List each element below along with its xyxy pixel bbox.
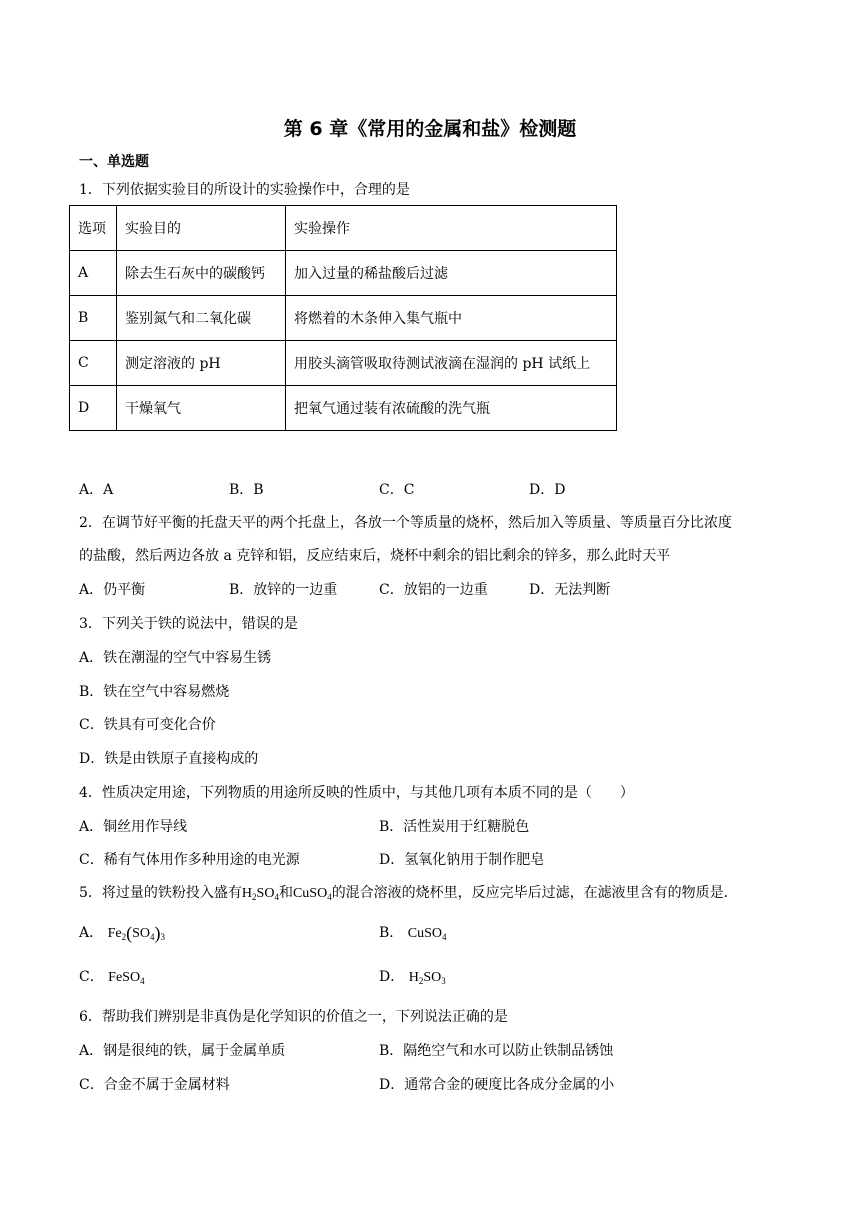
table-cell: A [70, 251, 117, 296]
q5-option-a[interactable]: A． $Fe_2(SO_4)_3$ [79, 923, 165, 943]
q3-stem: 3．下列关于铁的说法中，错误的是 [79, 616, 298, 632]
q6-option-c[interactable]: C．合金不属于金属材料 [79, 1077, 230, 1093]
q2-stem-line1: 2．在调节好平衡的托盘天平的两个托盘上，各放一个等质量的烧杯，然后加入等质量、等质量百分比浓度 [79, 515, 732, 531]
q2-option-a[interactable]: A．仍平衡 [79, 582, 146, 598]
q6-stem: 6．帮助我们辨别是非真伪是化学知识的价值之一，下列说法正确的是 [79, 1009, 508, 1025]
table-row [70, 206, 617, 251]
table-cell: B [70, 296, 117, 341]
table-row [70, 341, 617, 386]
q5-option-c[interactable]: C． FeSO$_4$ [79, 969, 145, 986]
cuso4-option-formula: CuSO$_4$ [407, 926, 447, 942]
q1-option-d[interactable]: D．D [529, 482, 566, 498]
h2so3-formula: $H_2SO_3$ [408, 970, 446, 986]
table-cell: 实验操作 [286, 206, 617, 251]
section-heading: 一、单选题 [79, 154, 149, 170]
q6-option-a[interactable]: A．钢是很纯的铁，属于金属单质 [79, 1043, 286, 1059]
table-cell: 除去生石灰中的碳酸钙 [117, 251, 286, 296]
table-cell: C [70, 341, 117, 386]
h2so4-formula: $H_2SO_4$ [241, 886, 279, 902]
q2-option-c[interactable]: C．放铝的一边重 [379, 582, 488, 598]
q5-stem-part2: 和 [278, 885, 293, 901]
q4-option-a[interactable]: A．铜丝用作导线 [79, 819, 188, 835]
q1-stem: 1．下列依据实验目的所设计的实验操作中，合理的是 [79, 182, 410, 198]
table-cell: 用胶头滴管吸取待测试液滴在湿润的 pH 试纸上 [286, 341, 617, 386]
q1-option-c[interactable]: C．C [379, 482, 415, 498]
table-cell: 把氧气通过装有浓硫酸的洗气瓶 [286, 386, 617, 431]
table-row [70, 251, 617, 296]
q3-option-b[interactable]: B．铁在空气中容易燃烧 [79, 684, 230, 700]
q1-option-a[interactable]: A．A [79, 482, 114, 498]
table-cell: D [70, 386, 117, 431]
q6-option-d[interactable]: D．通常合金的硬度比各成分金属的小 [379, 1077, 615, 1093]
table-row [70, 386, 617, 431]
q2-option-d[interactable]: D．无法判断 [529, 582, 611, 598]
q1-option-b[interactable]: B．B [229, 482, 264, 498]
q5-option-b[interactable]: B． CuSO$_4$ [379, 925, 447, 942]
table-cell: 选项 [70, 206, 117, 251]
table-cell: 加入过量的稀盐酸后过滤 [286, 251, 617, 296]
cuso4-formula: CuSO$_4$ [292, 886, 332, 902]
q4-stem: 4．性质决定用途，下列物质的用途所反映的性质中，与其他几项有本质不同的是（ ） [79, 785, 634, 801]
table-cell: 测定溶液的 pH [117, 341, 286, 386]
table-cell: 鉴别氮气和二氧化碳 [117, 296, 286, 341]
q5-option-d[interactable]: D． $H_2SO_3$ [379, 969, 446, 986]
q3-option-d[interactable]: D．铁是由铁原子直接构成的 [79, 751, 259, 767]
q5-stem-part3: 的混合溶液的烧杯里，反应完毕后过滤，在滤液里含有的物质是. [331, 885, 729, 901]
q4-option-d[interactable]: D．氢氧化钠用于制作肥皂 [379, 852, 545, 868]
q6-option-b[interactable]: B．隔绝空气和水可以防止铁制品锈蚀 [379, 1043, 614, 1059]
table-cell: 干燥氧气 [117, 386, 286, 431]
table-row [70, 296, 617, 341]
table-cell: 将燃着的木条伸入集气瓶中 [286, 296, 617, 341]
fe2so43-formula: $Fe_2(SO_4)_3$ [107, 923, 165, 943]
table-cell: 实验目的 [117, 206, 286, 251]
q1-table [69, 205, 617, 431]
q2-stem-line2: 的盐酸，然后两边各放 a 克锌和铝，反应结束后，烧杯中剩余的铝比剩余的锌多，那么此时天平 [79, 548, 671, 564]
feso4-formula: FeSO$_4$ [108, 970, 145, 986]
q4-option-c[interactable]: C．稀有气体用作多种用途的电光源 [79, 852, 300, 868]
q3-option-a[interactable]: A．铁在潮湿的空气中容易生锈 [79, 650, 272, 666]
q4-option-b[interactable]: B．活性炭用于红糖脱色 [379, 819, 530, 835]
q2-option-b[interactable]: B．放锌的一边重 [229, 582, 338, 598]
q5-stem [79, 882, 728, 902]
page-title: 第 6 章《常用的金属和盐》检测题 [283, 118, 577, 140]
q5-stem-part1: 5．将过量的铁粉投入盛有 [79, 885, 242, 901]
q3-option-c[interactable]: C．铁具有可变化合价 [79, 717, 216, 733]
